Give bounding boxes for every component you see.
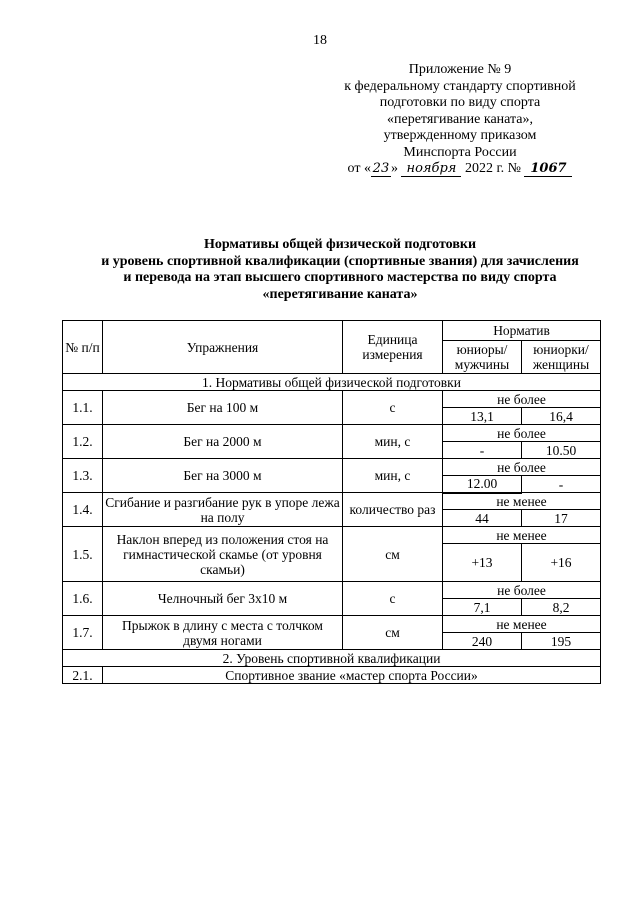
- row-condition: не более: [443, 391, 601, 408]
- row-unit: мин, с: [343, 425, 443, 459]
- row-qualification: Спортивное звание «мастер спорта России»: [103, 667, 601, 684]
- table-row: [63, 616, 601, 633]
- row-women-value: 16,4: [522, 408, 601, 425]
- appendix-line: утвержденному приказом: [383, 128, 537, 143]
- row-women-value: 17: [522, 510, 601, 527]
- header-women: юниорки/ женщины: [522, 341, 601, 374]
- appendix-line: к федеральному стандарту спортивной: [344, 78, 576, 94]
- row-men-value: 44: [443, 510, 522, 527]
- row-unit: мин, с: [343, 459, 443, 493]
- row-men-value: 240: [443, 633, 522, 650]
- row-unit: с: [343, 582, 443, 616]
- table-row: [63, 391, 601, 408]
- date-mid: »: [390, 161, 398, 176]
- row-exercise: Бег на 2000 м: [103, 425, 343, 459]
- header-norm: Норматив: [443, 321, 601, 341]
- title-line: и перевода на этап высшего спортивного мастерства по виду спорта: [123, 270, 557, 285]
- header-unit: Единица измерения: [343, 321, 443, 374]
- row-condition: не менее: [443, 616, 601, 633]
- row-exercise: Бег на 3000 м: [103, 459, 343, 493]
- date-day-handwritten: 23: [372, 161, 390, 176]
- document-title: [40, 237, 640, 303]
- table-row: [63, 582, 601, 599]
- section-header: 1. Нормативы общей физической подготовки: [63, 374, 601, 391]
- row-men-value: 13,1: [443, 408, 522, 425]
- title-line: «перетягивание каната»: [262, 286, 418, 302]
- row-men-value: 7,1: [443, 599, 522, 616]
- order-number-handwritten: 1067: [524, 162, 572, 177]
- row-num: 1.3.: [63, 459, 103, 493]
- row-women-value: 10.50: [522, 442, 601, 459]
- row-condition: не более: [443, 425, 601, 442]
- row-women-value: 195: [522, 633, 601, 650]
- table-row: [63, 667, 601, 684]
- row-condition: не более: [443, 582, 601, 599]
- title-line: и уровень спортивной квалификации (спортивные звания) для зачисления: [101, 253, 579, 269]
- table-row: [63, 527, 601, 544]
- date-prefix: от «: [347, 161, 371, 176]
- row-men-value: -: [443, 442, 522, 459]
- row-num: 1.6.: [63, 582, 103, 616]
- header-exercise: Упражнения: [103, 321, 343, 374]
- row-num: 2.1.: [63, 667, 103, 684]
- appendix-block: [330, 62, 590, 178]
- row-exercise: Сгибание и разгибание рук в упоре лежа на полу: [103, 493, 343, 527]
- standards-table: [62, 320, 601, 684]
- appendix-line: Приложение № 9: [408, 62, 512, 77]
- row-condition: не менее: [443, 527, 601, 544]
- row-women-value: -: [522, 476, 601, 493]
- row-num: 1.5.: [63, 527, 103, 582]
- row-exercise: Наклон вперед из положения стоя на гимнастической скамье (от уровня скамьи): [103, 527, 343, 582]
- header-men: юниоры/ мужчины: [443, 341, 522, 374]
- order-date-line: [330, 161, 590, 178]
- row-exercise: Прыжок в длину с места с толчком двумя ногами: [103, 616, 343, 650]
- row-exercise: Бег на 100 м: [103, 391, 343, 425]
- row-condition: не менее: [443, 493, 601, 510]
- appendix-line: Минспорта России: [403, 144, 517, 160]
- title-line: Нормативы общей физической подготовки: [203, 237, 477, 252]
- row-men-value: +13: [443, 544, 522, 582]
- row-unit: см: [343, 527, 443, 582]
- row-women-value: 8,2: [522, 599, 601, 616]
- row-women-value: +16: [522, 544, 601, 582]
- page-number: 18: [313, 33, 327, 48]
- date-month-handwritten: ноября: [401, 162, 461, 177]
- row-exercise: Челночный бег 3х10 м: [103, 582, 343, 616]
- row-num: 1.2.: [63, 425, 103, 459]
- row-condition: не более: [443, 459, 601, 476]
- date-year: 2022 г. №: [464, 161, 521, 176]
- row-num: 1.4.: [63, 493, 103, 527]
- row-num: 1.1.: [63, 391, 103, 425]
- header-num: № п/п: [63, 321, 103, 374]
- table-row: [63, 425, 601, 442]
- section-header: 2. Уровень спортивной квалификации: [63, 650, 601, 667]
- row-men-value: 12.00: [443, 476, 522, 493]
- appendix-line: подготовки по виду спорта: [379, 95, 541, 110]
- row-unit: см: [343, 616, 443, 650]
- row-unit: с: [343, 391, 443, 425]
- row-unit: количество раз: [343, 493, 443, 527]
- table-row: [63, 459, 601, 476]
- table-row: [63, 493, 601, 510]
- row-num: 1.7.: [63, 616, 103, 650]
- appendix-line: «перетягивание каната»,: [386, 111, 533, 127]
